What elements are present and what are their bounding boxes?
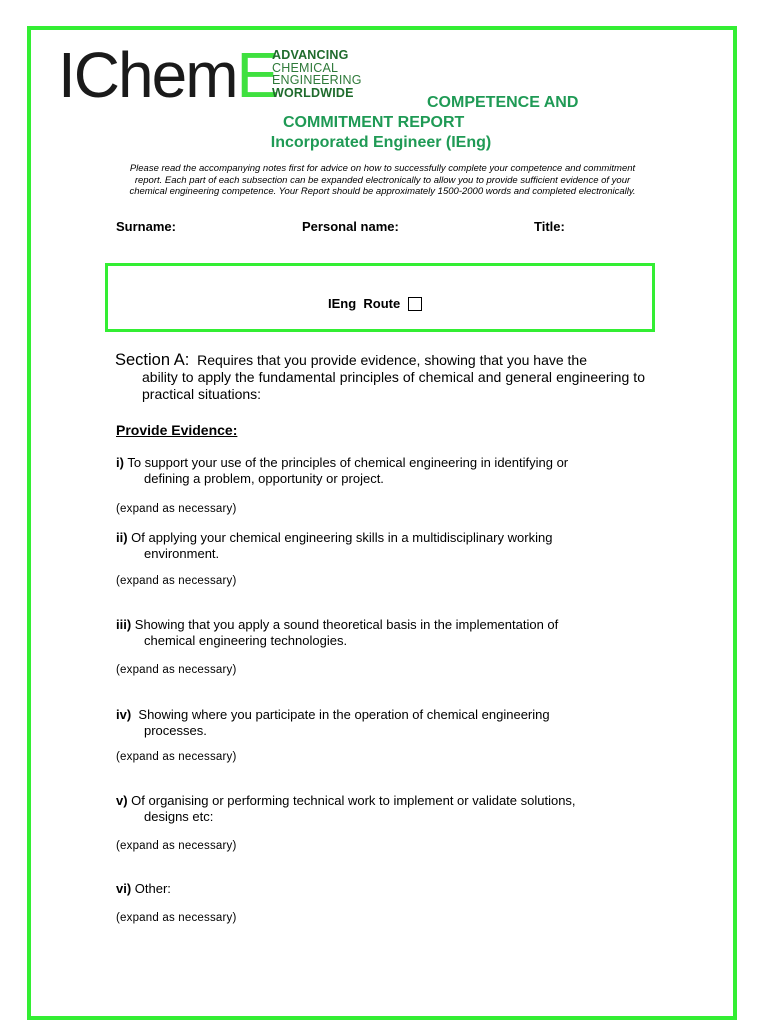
expand-note[interactable]: (expand as necessary) xyxy=(116,751,237,763)
evidence-item-ii: ii) Of applying your chemical engineering skills in a multidisciplinary working environment. xyxy=(116,530,553,561)
evidence-item-i: i) To support your use of the principles of chemical engineering in identifying or defining a problem, opportunity or project. xyxy=(116,455,569,486)
surname-label[interactable]: Surname: xyxy=(116,219,176,234)
logo-wordmark: IChemE xyxy=(58,39,278,111)
section-a xyxy=(115,352,645,403)
expand-note[interactable]: (expand as necessary) xyxy=(116,912,237,924)
evidence-item-v: v) Of organising or performing technical work to implement or validate solutions, designs etc: xyxy=(116,793,576,824)
report-title-line1: COMPETENCE AND xyxy=(427,94,579,111)
personal-name-label[interactable]: Personal name: xyxy=(302,219,399,234)
section-a-text-first: Requires that you provide evidence, showing that you have the xyxy=(197,352,588,368)
instructions-note: Please read the accompanying notes first for advice on how to successfully complete your competence and commitment report. Each part of each subsection can be expanded electronically to allow you to provide sufficient evidence of your chemical engineering competence. Your Report should be approximately 1500-2000 words and completed electronically. xyxy=(129,163,636,197)
expand-note[interactable]: (expand as necessary) xyxy=(116,503,237,515)
section-a-heading: Section A: xyxy=(115,351,190,369)
logo-tagline: ADVANCING CHEMICAL ENGINEERING WORLDWIDE xyxy=(272,48,362,100)
report-subtitle: Incorporated Engineer (IEng) xyxy=(270,134,492,151)
section-a-text-rest: ability to apply the fundamental principles of chemical and general engineering to practical situations: xyxy=(142,369,645,402)
evidence-item-iv: iv) Showing where you participate in the operation of chemical engineering processes. xyxy=(116,707,550,738)
title-label[interactable]: Title: xyxy=(534,219,565,234)
expand-note[interactable]: (expand as necessary) xyxy=(116,664,237,676)
expand-note[interactable]: (expand as necessary) xyxy=(116,840,237,852)
evidence-item-iii: iii) Showing that you apply a sound theoretical basis in the implementation of chemical engineering technologies. xyxy=(116,617,559,648)
ieng-route-checkbox[interactable] xyxy=(408,297,422,311)
ieng-route xyxy=(328,296,422,311)
report-title-line2: COMMITMENT REPORT xyxy=(283,114,465,131)
ieng-route-label: IEng Route xyxy=(328,296,401,311)
expand-note[interactable]: (expand as necessary) xyxy=(116,575,237,587)
evidence-item-vi: vi) Other: xyxy=(116,881,171,896)
provide-evidence-heading: Provide Evidence: xyxy=(116,422,238,438)
